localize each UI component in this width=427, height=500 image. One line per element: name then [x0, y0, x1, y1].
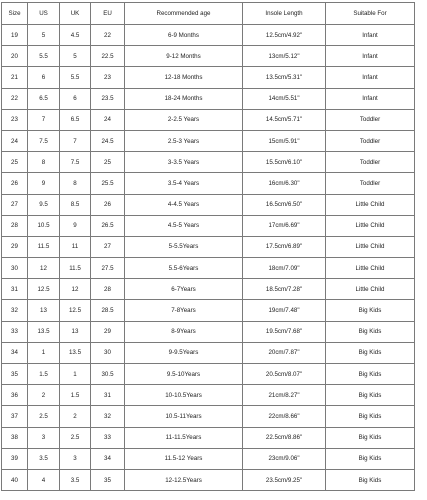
cell-recommended-age: 4.5-5 Years	[125, 215, 243, 236]
cell-recommended-age: 8-9Years	[125, 321, 243, 342]
cell-suitable-for: Big Kids	[326, 300, 415, 321]
cell-size: 31	[2, 279, 28, 300]
cell-recommended-age: 12-18 Months	[125, 67, 243, 88]
cell-suitable-for: Infant	[326, 25, 415, 46]
cell-suitable-for: Little Child	[326, 279, 415, 300]
table-row	[2, 385, 415, 406]
cell-eu: 33	[91, 427, 125, 448]
cell-us: 6	[28, 67, 60, 88]
cell-us: 8	[28, 152, 60, 173]
cell-eu: 26	[91, 194, 125, 215]
table-row	[2, 406, 415, 427]
cell-eu: 28.5	[91, 300, 125, 321]
cell-recommended-age: 10-10.5Years	[125, 385, 243, 406]
cell-recommended-age: 5.5-6Years	[125, 258, 243, 279]
cell-eu: 28	[91, 279, 125, 300]
table-row	[2, 427, 415, 448]
cell-suitable-for: Big Kids	[326, 364, 415, 385]
cell-us: 1	[28, 342, 60, 363]
cell-suitable-for: Big Kids	[326, 448, 415, 469]
cell-uk: 5.5	[60, 67, 91, 88]
table-row	[2, 152, 415, 173]
cell-us: 13	[28, 300, 60, 321]
table-row	[2, 258, 415, 279]
cell-recommended-age: 9.5-10Years	[125, 364, 243, 385]
cell-recommended-age: 2-2.5 Years	[125, 109, 243, 130]
table-row	[2, 236, 415, 257]
table-row	[2, 279, 415, 300]
cell-suitable-for: Big Kids	[326, 406, 415, 427]
cell-size: 19	[2, 25, 28, 46]
cell-suitable-for: Big Kids	[326, 469, 415, 490]
cell-uk: 12	[60, 279, 91, 300]
cell-uk: 12.5	[60, 300, 91, 321]
header-row	[2, 3, 415, 25]
cell-suitable-for: Big Kids	[326, 385, 415, 406]
cell-us: 7.5	[28, 130, 60, 151]
cell-eu: 35	[91, 469, 125, 490]
cell-uk: 8.5	[60, 194, 91, 215]
table-row	[2, 448, 415, 469]
cell-suitable-for: Big Kids	[326, 321, 415, 342]
cell-us: 9.5	[28, 194, 60, 215]
cell-size: 26	[2, 173, 28, 194]
cell-size: 33	[2, 321, 28, 342]
table-row	[2, 25, 415, 46]
cell-size: 38	[2, 427, 28, 448]
cell-size: 30	[2, 258, 28, 279]
cell-recommended-age: 12-12.5Years	[125, 469, 243, 490]
cell-suitable-for: Infant	[326, 46, 415, 67]
table-row	[2, 109, 415, 130]
cell-uk: 4.5	[60, 25, 91, 46]
cell-suitable-for: Infant	[326, 67, 415, 88]
header-eu: EU	[91, 3, 125, 25]
cell-recommended-age: 4-4.5 Years	[125, 194, 243, 215]
cell-size: 21	[2, 67, 28, 88]
table-row	[2, 469, 415, 490]
cell-suitable-for: Little Child	[326, 215, 415, 236]
table-row	[2, 215, 415, 236]
cell-eu: 24.5	[91, 130, 125, 151]
cell-insole-length: 19cm/7.48"	[243, 300, 326, 321]
size-chart-table	[1, 2, 415, 491]
cell-insole-length: 20.5cm/8.07"	[243, 364, 326, 385]
cell-recommended-age: 9-9.5Years	[125, 342, 243, 363]
cell-size: 24	[2, 130, 28, 151]
cell-insole-length: 19.5cm/7.68"	[243, 321, 326, 342]
cell-uk: 11.5	[60, 258, 91, 279]
cell-recommended-age: 10.5-11Years	[125, 406, 243, 427]
cell-size: 36	[2, 385, 28, 406]
table-row	[2, 300, 415, 321]
cell-size: 28	[2, 215, 28, 236]
table-row	[2, 321, 415, 342]
cell-uk: 8	[60, 173, 91, 194]
cell-uk: 9	[60, 215, 91, 236]
cell-eu: 31	[91, 385, 125, 406]
cell-us: 12.5	[28, 279, 60, 300]
cell-suitable-for: Toddler	[326, 173, 415, 194]
table-row	[2, 194, 415, 215]
cell-eu: 30	[91, 342, 125, 363]
cell-recommended-age: 2.5-3 Years	[125, 130, 243, 151]
cell-us: 2.5	[28, 406, 60, 427]
cell-uk: 1	[60, 364, 91, 385]
cell-recommended-age: 18-24 Months	[125, 88, 243, 109]
cell-insole-length: 23.5cm/9.25"	[243, 469, 326, 490]
cell-size: 29	[2, 236, 28, 257]
cell-eu: 27	[91, 236, 125, 257]
cell-suitable-for: Toddler	[326, 152, 415, 173]
table-row	[2, 130, 415, 151]
cell-recommended-age: 11-11.5Years	[125, 427, 243, 448]
cell-us: 12	[28, 258, 60, 279]
cell-us: 1.5	[28, 364, 60, 385]
cell-uk: 11	[60, 236, 91, 257]
header-uk: UK	[60, 3, 91, 25]
cell-eu: 27.5	[91, 258, 125, 279]
cell-uk: 6	[60, 88, 91, 109]
header-us: US	[28, 3, 60, 25]
cell-insole-length: 23cm/9.06"	[243, 448, 326, 469]
cell-insole-length: 16.5cm/6.50"	[243, 194, 326, 215]
cell-us: 9	[28, 173, 60, 194]
cell-insole-length: 22cm/8.66"	[243, 406, 326, 427]
cell-uk: 13	[60, 321, 91, 342]
cell-uk: 3.5	[60, 469, 91, 490]
cell-insole-length: 13cm/5.12"	[243, 46, 326, 67]
cell-uk: 13.5	[60, 342, 91, 363]
cell-size: 40	[2, 469, 28, 490]
cell-suitable-for: Big Kids	[326, 342, 415, 363]
cell-us: 4	[28, 469, 60, 490]
cell-size: 22	[2, 88, 28, 109]
cell-size: 34	[2, 342, 28, 363]
cell-insole-length: 17cm/6.69"	[243, 215, 326, 236]
cell-eu: 25.5	[91, 173, 125, 194]
cell-suitable-for: Toddler	[326, 109, 415, 130]
cell-uk: 7.5	[60, 152, 91, 173]
cell-size: 25	[2, 152, 28, 173]
cell-us: 3.5	[28, 448, 60, 469]
cell-recommended-age: 3-3.5 Years	[125, 152, 243, 173]
cell-eu: 22	[91, 25, 125, 46]
cell-us: 6.5	[28, 88, 60, 109]
table-row	[2, 173, 415, 194]
header-size: Size	[2, 3, 28, 25]
header-recommended-age: Recommended age	[125, 3, 243, 25]
cell-us: 10.5	[28, 215, 60, 236]
cell-recommended-age: 11.5-12 Years	[125, 448, 243, 469]
cell-uk: 2	[60, 406, 91, 427]
cell-size: 23	[2, 109, 28, 130]
cell-insole-length: 15.5cm/6.10"	[243, 152, 326, 173]
table-row	[2, 88, 415, 109]
cell-us: 5.5	[28, 46, 60, 67]
cell-uk: 7	[60, 130, 91, 151]
cell-insole-length: 12.5cm/4.92"	[243, 25, 326, 46]
cell-eu: 24	[91, 109, 125, 130]
cell-insole-length: 17.5cm/6.89"	[243, 236, 326, 257]
cell-eu: 34	[91, 448, 125, 469]
cell-recommended-age: 6-9 Months	[125, 25, 243, 46]
cell-recommended-age: 6-7Years	[125, 279, 243, 300]
table-row	[2, 364, 415, 385]
cell-us: 5	[28, 25, 60, 46]
cell-eu: 23.5	[91, 88, 125, 109]
cell-size: 20	[2, 46, 28, 67]
table-row	[2, 46, 415, 67]
cell-us: 3	[28, 427, 60, 448]
table-row	[2, 342, 415, 363]
cell-size: 37	[2, 406, 28, 427]
table-row	[2, 67, 415, 88]
header-insole-length: Insole Length	[243, 3, 326, 25]
cell-insole-length: 15cm/5.91"	[243, 130, 326, 151]
cell-eu: 30.5	[91, 364, 125, 385]
cell-uk: 1.5	[60, 385, 91, 406]
cell-eu: 26.5	[91, 215, 125, 236]
cell-insole-length: 16cm/6.30"	[243, 173, 326, 194]
cell-suitable-for: Toddler	[326, 130, 415, 151]
cell-insole-length: 14.5cm/5.71"	[243, 109, 326, 130]
header-suitable-for: Suitable For	[326, 3, 415, 25]
cell-uk: 6.5	[60, 109, 91, 130]
cell-recommended-age: 7-8Years	[125, 300, 243, 321]
cell-insole-length: 18cm/7.09"	[243, 258, 326, 279]
cell-eu: 32	[91, 406, 125, 427]
cell-suitable-for: Little Child	[326, 194, 415, 215]
cell-eu: 23	[91, 67, 125, 88]
cell-size: 27	[2, 194, 28, 215]
cell-suitable-for: Little Child	[326, 258, 415, 279]
cell-us: 2	[28, 385, 60, 406]
cell-suitable-for: Little Child	[326, 236, 415, 257]
cell-uk: 3	[60, 448, 91, 469]
cell-recommended-age: 3.5-4 Years	[125, 173, 243, 194]
cell-size: 32	[2, 300, 28, 321]
cell-insole-length: 14cm/5.51"	[243, 88, 326, 109]
cell-us: 7	[28, 109, 60, 130]
cell-us: 13.5	[28, 321, 60, 342]
cell-uk: 2.5	[60, 427, 91, 448]
cell-insole-length: 18.5cm/7.28"	[243, 279, 326, 300]
cell-recommended-age: 9-12 Months	[125, 46, 243, 67]
cell-suitable-for: Big Kids	[326, 427, 415, 448]
cell-insole-length: 13.5cm/5.31"	[243, 67, 326, 88]
size-chart	[1, 2, 414, 491]
cell-eu: 22.5	[91, 46, 125, 67]
cell-insole-length: 22.5cm/8.86"	[243, 427, 326, 448]
cell-insole-length: 21cm/8.27"	[243, 385, 326, 406]
cell-size: 39	[2, 448, 28, 469]
cell-insole-length: 20cm/7.87"	[243, 342, 326, 363]
cell-eu: 29	[91, 321, 125, 342]
table-body	[2, 25, 415, 491]
cell-suitable-for: Infant	[326, 88, 415, 109]
cell-recommended-age: 5-5.5Years	[125, 236, 243, 257]
cell-uk: 5	[60, 46, 91, 67]
cell-us: 11.5	[28, 236, 60, 257]
cell-eu: 25	[91, 152, 125, 173]
cell-size: 35	[2, 364, 28, 385]
